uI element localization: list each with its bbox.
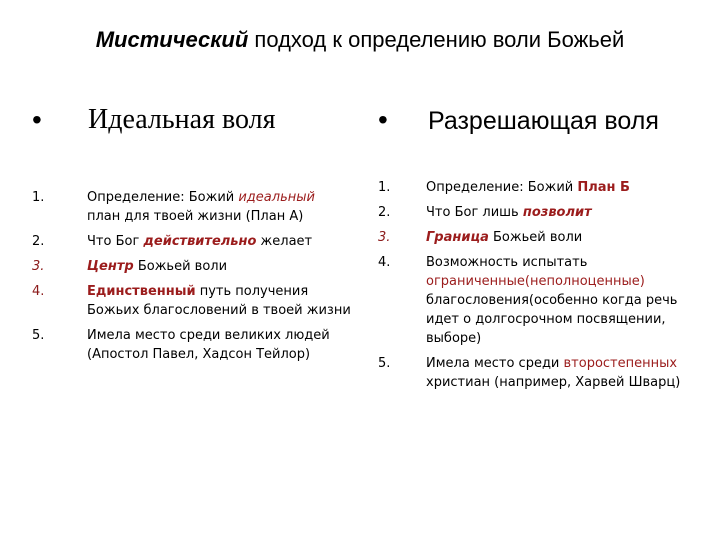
ideal-will-list: [32, 188, 352, 370]
item-number: 3.: [378, 230, 391, 245]
item-number: 1.: [32, 190, 45, 205]
list-item: [32, 188, 352, 226]
bullet-icon: •: [378, 104, 388, 135]
list-item: [32, 326, 352, 364]
bullet-icon: •: [32, 104, 42, 135]
list-item: [378, 203, 698, 222]
item-text-rest: благословения(особенно когда речь идет о долгосрочном посвящении, выборе): [426, 293, 678, 346]
list-item: [32, 232, 352, 251]
item-highlight: идеальный: [238, 190, 315, 205]
item-highlight: действительно: [143, 234, 257, 249]
item-text-rest: желает: [256, 234, 313, 249]
title-emphasis: Мистический: [95, 27, 249, 52]
list-item: [378, 178, 698, 197]
item-highlight: Центр: [87, 259, 134, 274]
heading-text: Разрешающая воля: [428, 107, 659, 135]
item-text: Возможность испытать: [426, 255, 588, 270]
item-text-rest: христиан (например, Харвей Шварц): [426, 375, 681, 390]
slide-title: [0, 27, 720, 53]
item-number: 2.: [378, 205, 391, 220]
item-text: Определение: Божий: [87, 190, 239, 205]
item-highlight: ограниченные(неполноценные): [426, 274, 645, 289]
item-text-rest: путь получения Божьих благословений в твоей жизни: [87, 284, 351, 318]
item-number: 2.: [32, 234, 45, 249]
item-number: 1.: [378, 180, 391, 195]
list-item: [378, 228, 698, 247]
list-item: [32, 257, 352, 276]
item-number: 3.: [32, 259, 45, 274]
item-text-rest: план для твоей жизни (План А): [87, 209, 304, 224]
item-text: Имела место среди великих людей (Апостол Павел, Хадсон Тейлор): [87, 328, 330, 362]
item-number: 4.: [378, 255, 391, 270]
item-text: Что Бог: [87, 234, 144, 249]
item-number: 5.: [378, 356, 391, 371]
permissive-will-list: [378, 178, 698, 398]
item-number: 5.: [32, 328, 45, 343]
list-item: [32, 282, 352, 320]
item-highlight: позволит: [522, 205, 592, 220]
item-highlight: второстепенных: [563, 356, 678, 371]
item-text: Что Бог лишь: [426, 205, 523, 220]
item-highlight: План Б: [577, 180, 630, 195]
list-item: [378, 253, 698, 348]
heading-text: Идеальная воля: [88, 104, 276, 135]
item-number: 4.: [32, 284, 45, 299]
item-highlight: Граница: [426, 230, 489, 245]
item-text: Определение: Божий: [426, 180, 578, 195]
item-text: Имела место среди: [426, 356, 564, 371]
item-text-rest: Божьей воли: [488, 230, 583, 245]
item-text-rest: Божьей воли: [133, 259, 228, 274]
title-rest: подход к определению воли Божьей: [248, 27, 625, 52]
item-highlight: Единственный: [87, 284, 196, 299]
list-item: [378, 354, 698, 392]
